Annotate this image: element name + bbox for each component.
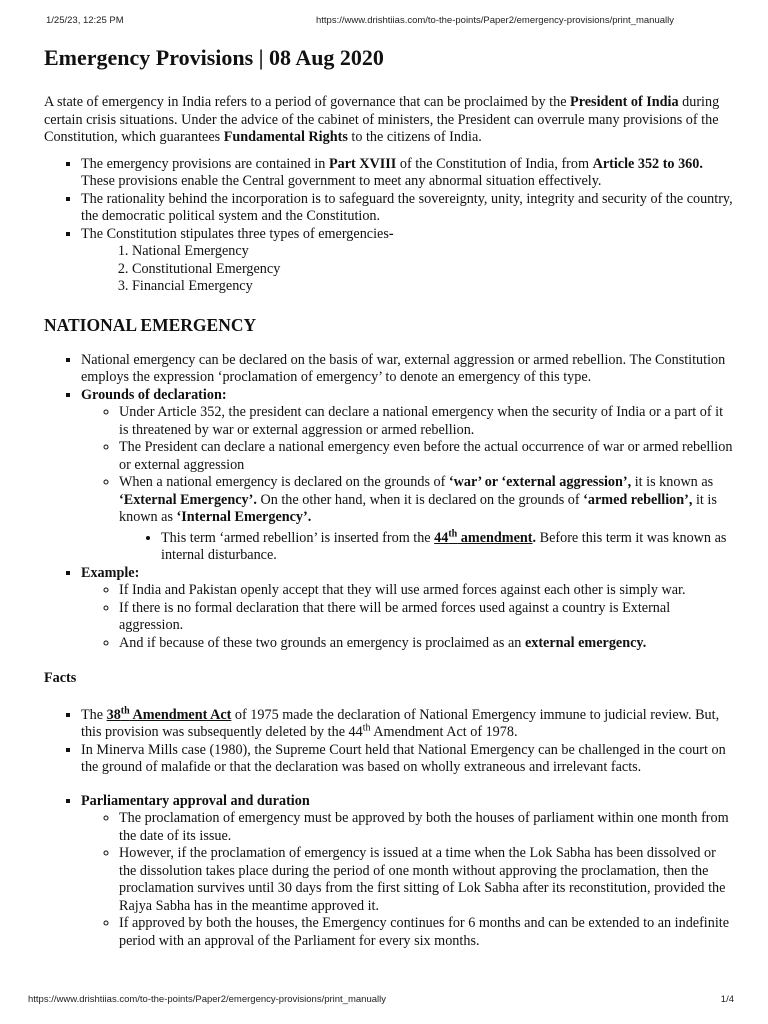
list-item: ◦ If there is no formal declaration that there will be armed forces used against a country is External aggression. — [119, 600, 734, 635]
list-item: ◦ However, if the proclamation of emergency is issued at a time when the Lok Sabha has been dissolved or the dissolution takes place during the period of one month without approving the proclamation, then the proclamation survives until 30 days from the first sitting of Lok Sabha after its reconstitution, provided the Rajya Sabha has in the meantime approved it. — [119, 845, 734, 915]
emergency-type: 2. Constitutional Emergency — [132, 261, 734, 279]
list-item: ▪ The Constitution stipulates three types of emergencies- 1. National Emergency 2. Constitutional Emergency 3. Financial Emergency — [81, 226, 734, 296]
list-item: ▪ In Minerva Mills case (1980), the Supreme Court held that National Emergency can be challenged in the court on the ground of malafide or that the declaration was based on wholly extraneous and irrelevant facts. — [81, 742, 734, 777]
list-item: ◦ When a national emergency is declared on the grounds of ‘war’ or ‘external aggression’, it is known as ‘External Emergency’. On the other hand, when it is declared on the grounds of ‘armed rebellion’, it is known as ‘Internal Emergency’. • This term ‘armed rebellion’ is inserted from the 44th amendment. Before this term it was known as internal disturbance. — [119, 474, 734, 565]
list-item: ◦ If approved by both the houses, the Emergency continues for 6 months and can be extended to an indefinite period with an approval of the Parliament for every six months. — [119, 915, 734, 950]
print-footer — [28, 994, 734, 1008]
parliamentary-list — [44, 793, 734, 951]
list-item: ◦ The President can declare a national emergency even before the actual occurrence of war or armed rebellion or external aggression — [119, 439, 734, 474]
list-item: ▪ National emergency can be declared on the basis of war, external aggression or armed rebellion. The Constitution employs the expression ‘proclamation of emergency’ to denote an emergency of this type. — [81, 352, 734, 387]
list-item: ◦ And if because of these two grounds an emergency is proclaimed as an external emergency. — [119, 635, 734, 653]
list-item: ▪ Parliamentary approval and duration ◦ The proclamation of emergency must be approved by both the houses of parliament within one month from the date of its issue. ◦ However, if the proclamation of emergency is issued at a time when the Lok Sabha has been dissolved or the dissolution takes place during the period of one month without approving the proclamation, then the proclamation survives until 30 days from the first sitting of Lok Sabha after its reconstitution, provided the Rajya Sabha has in the meantime approved it. ◦ If approved by both the houses, the Emergency continues for 6 months and can be extended to an indefinite period with an approval of the Parliament for every six months. — [81, 793, 734, 951]
emergency-types-list — [81, 243, 734, 296]
emergency-type: 3. Financial Emergency — [132, 278, 734, 296]
list-item: ▪ The 38th Amendment Act of 1975 made the declaration of National Emergency immune to judicial review. But, this provision was subsequently deleted by the 44th Amendment Act of 1978. — [81, 707, 734, 742]
list-item: ◦ If India and Pakistan openly accept that they will use armed forces against each other is simply war. — [119, 582, 734, 600]
print-datetime: 1/25/23, 12:25 PM — [46, 15, 124, 26]
overview-list — [44, 156, 734, 296]
emergency-type: 1. National Emergency — [132, 243, 734, 261]
list-item: ▪ The emergency provisions are contained in Part XVIII of the Constitution of India, from Article 352 to 360. These provisions enable the Central government to meet any abnormal situation effectively. — [81, 156, 734, 191]
article — [44, 44, 734, 950]
amendment-act-link[interactable]: 38th Amendment Act — [106, 704, 232, 723]
sub-list — [119, 527, 734, 565]
page-title: Emergency Provisions | 08 Aug 2020 — [44, 45, 384, 70]
amendment-link[interactable]: 44th amendment — [434, 527, 533, 546]
footer-url: https://www.drishtiias.com/to-the-points/Paper2/emergency-provisions/print_manually — [28, 994, 386, 1005]
list-item: • This term ‘armed rebellion’ is inserted from the 44th amendment. Before this term it was known as internal disturbance. — [161, 530, 734, 565]
grounds-list — [81, 404, 734, 565]
section-heading: NATIONAL EMERGENCY — [44, 314, 257, 335]
facts-list — [44, 704, 734, 777]
list-item: ▪ The rationality behind the incorporation is to safeguard the sovereignty, unity, integrity and security of the country, the democratic political system and the Constitution. — [81, 191, 734, 226]
list-item: ▪ Example: ◦ If India and Pakistan openly accept that they will use armed forces against each other is simply war. ◦ If there is no formal declaration that there will be armed forces used against a country is External aggression. ◦ And if because of these two grounds an emergency is proclaimed as an external emergency. — [81, 565, 734, 653]
facts-heading: Facts — [44, 670, 77, 686]
national-list — [44, 352, 734, 653]
list-item: ▪ Grounds of declaration: ◦ Under Article 352, the president can declare a national emergency when the security of India or a part of it is threatened by war or external aggression or armed rebellion. ◦ The President can declare a national emergency even before the actual occurrence of war or armed rebellion or external aggression ◦ When a national emergency is declared on the grounds of ‘war’ or ‘external aggression’, it is known as ‘External Emergency’. On the other hand, when it is declared on the grounds of ‘armed rebellion’, it is known as ‘Internal Emergency’. • This term ‘armed rebellion’ is inserted from the 44th amendment. Before this term it was known as internal disturbance. — [81, 387, 734, 565]
list-item: ◦ Under Article 352, the president can declare a national emergency when the security of India or a part of it is threatened by war or external aggression or armed rebellion. — [119, 404, 734, 439]
parliamentary-sub-list — [81, 810, 734, 950]
print-url: https://www.drishtiias.com/to-the-points/Paper2/emergency-provisions/print_manually — [316, 15, 674, 26]
intro-paragraph: A state of emergency in India refers to a period of governance that can be proclaimed by the President of India during certain crisis situations. Under the advice of the cabinet of ministers, the President can overrule many provisions of the Constitution, which guarantees Fundamental Rights to the citizens of India. — [44, 94, 720, 145]
page-number: 1/4 — [720, 994, 734, 1005]
example-list — [81, 582, 734, 652]
list-item: ◦ The proclamation of emergency must be approved by both the houses of parliament within one month from the date of its issue. — [119, 810, 734, 845]
print-header — [46, 15, 734, 29]
